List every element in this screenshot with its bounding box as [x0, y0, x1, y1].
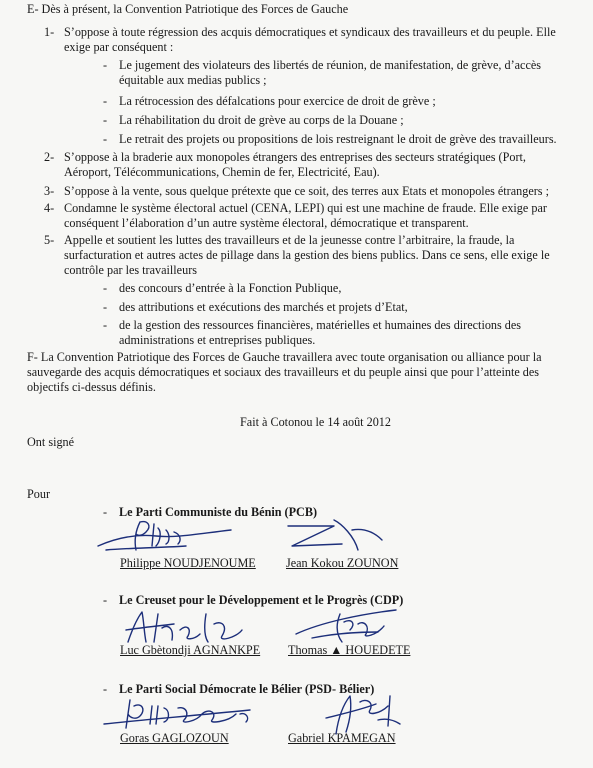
item-2-number: 2-: [44, 150, 55, 164]
party-3-name: Le Parti Social Démocrate le Bélier (PSD- Bélier): [119, 682, 375, 696]
party-2-signatory-2: Thomas ▲ HOUEDETE: [288, 643, 411, 657]
party-dash: -: [103, 505, 108, 519]
subitem-bullet: -: [103, 132, 108, 146]
party-3-signatory-2: Gabriel KPAMEGAN: [288, 731, 396, 745]
subitem-bullet: -: [103, 94, 108, 108]
subitem-bullet: -: [103, 58, 108, 72]
subitem-bullet: -: [103, 281, 108, 295]
section-f-line-2: sauvegarde des acquis démocratiques et sociaux des travailleurs et du peuple ainsi que pour l’atteinte des: [27, 365, 540, 379]
place-date: Fait à Cotonou le 14 août 2012: [240, 415, 391, 429]
section-f-line-3: objectifs ci-dessus définis.: [27, 380, 156, 394]
item-1-sub-3: La réhabilitation du droit de grève au corps de la Douane ;: [119, 113, 404, 127]
item-4-line-1: Condamne le système électoral actuel (CENA, LEPI) qui est une machine de fraude. Elle exige par: [64, 201, 547, 215]
item-5-sub-2: des attributions et exécutions des marchés et projets d’Etat,: [119, 300, 408, 314]
section-f-line-1: F- La Convention Patriotique des Forces de Gauche travaillera avec toute organisation ou alliance pour la: [27, 350, 542, 364]
item-1-sub-2: La rétrocession des défalcations pour exercice de droit de grève ;: [119, 94, 436, 108]
signed-label: Ont signé: [27, 435, 75, 449]
item-5-sub-3-line-2: administrations et entreprises publiques.: [119, 333, 316, 347]
party-1-name: Le Parti Communiste du Bénin (PCB): [119, 505, 318, 519]
item-2-line-2: Aéroport, Télécommunications, Chemin de fer, Electricité, Eau).: [64, 165, 380, 179]
item-5-sub-1: des concours d’entrée à la Fonction Publique,: [119, 281, 342, 295]
item-3-number: 3-: [44, 184, 55, 198]
item-5-sub-3-line-1: de la gestion des ressources financières, matérielles et humaines des directions des: [119, 318, 522, 332]
subitem-bullet: -: [103, 113, 108, 127]
item-5-number: 5-: [44, 233, 55, 247]
subitem-bullet: -: [103, 300, 108, 314]
party-dash: -: [103, 682, 108, 696]
item-1-line-2: exige par conséquent :: [64, 40, 174, 54]
item-4-number: 4-: [44, 201, 55, 215]
item-1-number: 1-: [44, 25, 55, 39]
party-2-signatory-1: Luc Gbètondji AGNANKPE: [120, 643, 261, 657]
item-1-sub-4: Le retrait des projets ou propositions de lois restreignant le droit de grève des travailleurs.: [119, 132, 557, 146]
party-1-signatory-1: Philippe NOUDJENOUME: [120, 556, 256, 570]
party-1-signatory-2: Jean Kokou ZOUNON: [286, 556, 399, 570]
item-5-line-3: contrôle par les travailleurs: [64, 263, 197, 277]
section-e-heading: E- Dès à présent, la Convention Patriotique des Forces de Gauche: [27, 2, 349, 16]
signature-noudjenoume: [96, 516, 236, 561]
signature-zounon: [282, 516, 392, 561]
subitem-bullet: -: [103, 318, 108, 332]
item-4-line-2: conséquent l’élaboration d’un autre système électoral, démocratique et transparent.: [64, 216, 469, 230]
item-1-sub-1-line-1: Le jugement des violateurs des libertés de réunion, de manifestation, de grève, d’accès: [119, 58, 542, 72]
item-5-line-2: surfacturation et autres actes de pillage dans la gestion des biens publics. Dans ce sens, elle exige le: [64, 248, 550, 262]
item-1-sub-1-line-2: équitable aux medias publics ;: [119, 73, 267, 87]
for-label: Pour: [27, 487, 51, 501]
item-1-line-1: S’oppose à toute régression des acquis démocratiques et syndicaux des travailleurs et du peuple. Elle: [64, 25, 556, 39]
party-3-signatory-1: Goras GAGLOZOUN: [120, 731, 229, 745]
item-2-line-1: S’oppose à la braderie aux monopoles étrangers des entreprises des secteurs stratégiques (Port,: [64, 150, 526, 164]
party-dash: -: [103, 593, 108, 607]
party-2-name: Le Creuset pour le Développement et le Progrès (CDP): [119, 593, 404, 607]
item-3-line-1: S’oppose à la vente, sous quelque prétexte que ce soit, des terres aux Etats et monopoles étrangers ;: [64, 184, 549, 198]
item-5-line-1: Appelle et soutient les luttes des travailleurs et de la jeunesse contre l’arbitraire, la fraude, la: [64, 233, 515, 247]
